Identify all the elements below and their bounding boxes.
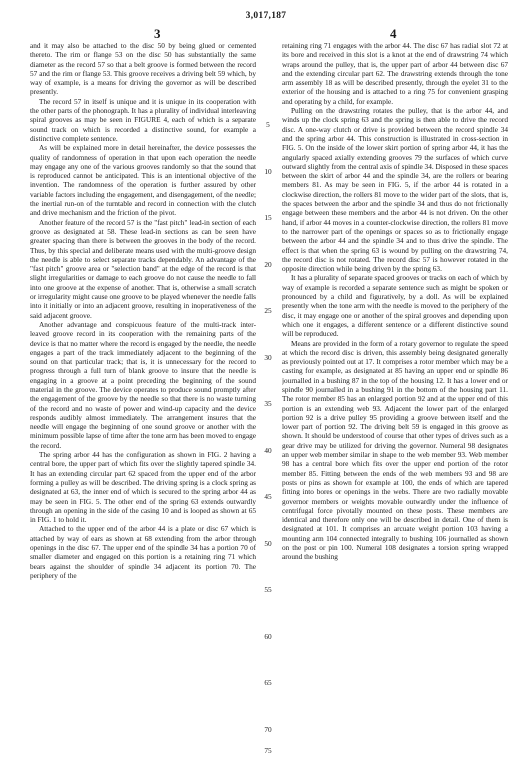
right-column-number: 4 bbox=[390, 26, 397, 41]
paragraph: Another feature of the record 57 is the "fast pitch" lead-in section of each groove as designated at 58. These lead-in sections as can be seen have greater spacing than there is between the grooves in the body of the record. Thus, by this special and deliberate means used with the multi-groove design the needle is able to select separate tracks dependably. An advantage of the "fast pitch" groove area or "selection band" at the edge of the record is that slight irregularities or damage to each groove do not cause the needle to fall into one groove at the expense of another. That is, otherwise a small scratch or irregularity might cause one groove to be played whenever the needle falls into it initially or into an adjacent groove, resulting in inoperativeness of the said adjacent groove. bbox=[30, 217, 256, 320]
line-number: 15 bbox=[264, 213, 272, 222]
paragraph: It has a plurality of separate spaced grooves or tracks on each of which by way of example is recorded a separate sentence such as might be spoken or pronounced by a child and figuratively, by a doll. As will be explained presently when the tone arm with the needle is moved to the periphery of the disc, it may engage one or another of the spiral grooves and depending upon which one it engages, a different sentence or a different distinctive sound will be reproduced. bbox=[282, 273, 508, 339]
line-number: 5 bbox=[266, 120, 270, 129]
right-text-column bbox=[282, 41, 508, 753]
paragraph: As will be explained more in detail hereinafter, the device possesses the quality of randomness of operation in that upon each operation the needle may engage any one of the various grooves randomly so that the sound that is reproduced cannot be anticipated. This is an intentional objective of the invention. The randomness of the operation is further assured by other variable factors including the engagement, and disengagement, of the needle; the inertial run-on of the turntable and record in connection with the clutch and drive mechanism and the friction of the pivot. bbox=[30, 143, 256, 218]
paragraph: The record 57 in itself is unique and it is unique in its cooperation with the other parts of the phonograph. It has a plurality of individual interleaving spiral grooves as may be seen in FIGURE 4, each of which is a separate sound track on which is recorded a distinctive sound, for example a distinctive complete sentence. bbox=[30, 96, 256, 143]
line-number: 25 bbox=[264, 306, 272, 315]
left-text-column bbox=[30, 41, 256, 753]
patent-number: 3,017,187 bbox=[245, 11, 287, 21]
paragraph: Pulling on the drawstring rotates the pulley, that is the arbor 44, and winds up the clock spring 63 and the spring is then able to drive the record disc. A one-way clutch or drive is provided between the record spindle 34 and the spring arbor 44. This construction is illustrated in cross-section in FIG. 5. On the inside of the lower skirt portion of spring arbor 44, it has the angularly spaced axially extending grooves 79 the surfaces of which curve outward slightly from the central axis of spindle 34. Disposed in these spaces between the skirt of arbor 44 and the spindle 34, are the rollers or bearing members 81. As may be seen in FIG. 5, if the arbor 44 is rotated in a clockwise direction, the rollers 81 move to the wider part of the slots, that is, the spaces between the arbor and the spindle 34 and thus do not frictionally engage between these members and the arbor 44 is not driven. On the other hand, if arbor 44 moves in a counter-clockwise direction, the rollers 81 move to the narrower part of the openings or spaces so as to frictionally engage between the arbor 44 and the spindle 34 and to thus drive the spindle. The effect is that when the spring 63 is wound by pulling on the drawstring 74, the record disc is not rotated. The record disc 57 is however rotated in the opposite direction while being driven by the spring 63. bbox=[282, 106, 508, 274]
paragraph: Attached to the upper end of the arbor 44 is a plate or disc 67 which is attached by way of ears as shown at 68 extending from the arbor through openings in the disc 67. The upper end of the spindle 34 has a portion 70 of smaller diameter and engaged on this portion is a retaining ring 71 which bears against the shoulder of spindle 34 adjacent its portion 70. The periphery of the bbox=[30, 524, 256, 580]
line-number: 55 bbox=[264, 585, 272, 594]
line-number: 75 bbox=[264, 746, 272, 755]
line-number-gutter bbox=[258, 41, 278, 753]
paragraph: Means are provided in the form of a rotary governor to regulate the speed at which the record disc is driven, this assembly being designated generally as previously pointed out at 17. It comprises a rotor member which may be a casting for example, as designated at 85 having an upper end or spindle 86 journalled in a bushing 87 in the top of the housing 12. It has a lower end or spindle 90 journalled in a bushing 91 in the bottom of the housing part 11. The rotor member 85 has an enlarged portion 92 and at the upper end of this portion is an extending web 93. Adjacent the lower part of the enlarged portion 92 is a drive pulley 95 providing a groove between itself and the lower part of portion 92. The driving belt 59 is engaged in this groove as shown. It should be understood of course that other types of drives such as a gear drive may be utilized for driving the governor. Numeral 98 designates an upper web member similar in shape to the web member 93. Web member 98 has a central bore which fits over the upper end portion of the rotor member 85. Fitting between the ends of the web members 93 and 98 are posts or pins as shown for example at 100, the ends of which are tapered fitting into bores or openings in the webs. There are two radially movable governor members or weights movable outwardly under the influence of centrifugal force pivotally mounted on these posts. These members are identical and therefore only one will be described in detail. One of them is designated at 101. It comprises an arcuate weight portion 103 having a mounting arm 104 connected integrally to bushing 106 journalled as shown on the post or pin 100. Numeral 108 designates a torsion spring wrapped around the bushing bbox=[282, 338, 508, 562]
line-number: 65 bbox=[264, 678, 272, 687]
paragraph: The spring arbor 44 has the configuration as shown in FIG. 2 having a central bore, the upper part of which fits over the slightly tapered spindle 34. It has an extending circular part 62 spaced from the upper end of the arbor forming a pulley as will be described. The driving spring is a clock spring as designated at 63, the inner end of which is secured to the spring arbor 44 as may be seen in FIG. 5. The other end of the spring 63 extends outwardly through an opening in the side of the casing 10 and is looped as shown at 65 in FIG. 1 to hold it. bbox=[30, 450, 256, 525]
paragraph: and it may also be attached to the disc 50 by being glued or cemented thereto. The rim or flange 53 on the disc 50 has substantially the same diameter as the record 57 so that a belt groove is formed between the record 57 and the rim or flange 53. This groove receives a driving belt 59 which, by way of example, is a means for driving the governor as will be described presently. bbox=[30, 41, 256, 97]
line-number: 60 bbox=[264, 632, 272, 641]
paragraph: retaining ring 71 engages with the arbor 44. The disc 67 has radial slot 72 at its bore and received in this slot is a knot at the end of drawstring 74 which wraps around the pulley, that is, the upper part of arbor 44 between disc 67 and the extending circular part 62. The drawstring extends through the tone arm assembly 18 as will be described presently, through the eyelet 31 to the exterior of the housing and is attached to a ring 75 for convenient grasping and operating by a child, for example. bbox=[282, 41, 508, 106]
line-number: 10 bbox=[264, 167, 272, 176]
line-number: 70 bbox=[264, 725, 272, 734]
line-number: 40 bbox=[264, 446, 272, 455]
line-number: 50 bbox=[264, 539, 272, 548]
line-number: 35 bbox=[264, 399, 272, 408]
left-column-number: 3 bbox=[154, 26, 161, 41]
line-number: 30 bbox=[264, 353, 272, 362]
paragraph: Another advantage and conspicuous feature of the multi-track inter-leaved groove record in its cooperation with the remaining parts of the device is that no matter where the record is engaged by the needle, the needle engages a part of the track immediately adjacent to the beginning of the sound on that particular track; that is, it is unnecessary for the record to progress through a full turn of blank groove to insure that the needle is engaging in a groove at a point preceding the beginning of the sound material in the groove. The device operates to produce sound promptly after the engagement of the groove by the needle so that there is no waste turning of the record and no waste of power and wind-up capacity and the device responds audibly almost immediately. The arrangement insures that the needle will engage the beginning of one sound groove or another with the minimum possible lapse of time after the tone arm has been moved to engage the record. bbox=[30, 319, 256, 450]
line-number: 45 bbox=[264, 492, 272, 501]
line-number: 20 bbox=[264, 260, 272, 269]
